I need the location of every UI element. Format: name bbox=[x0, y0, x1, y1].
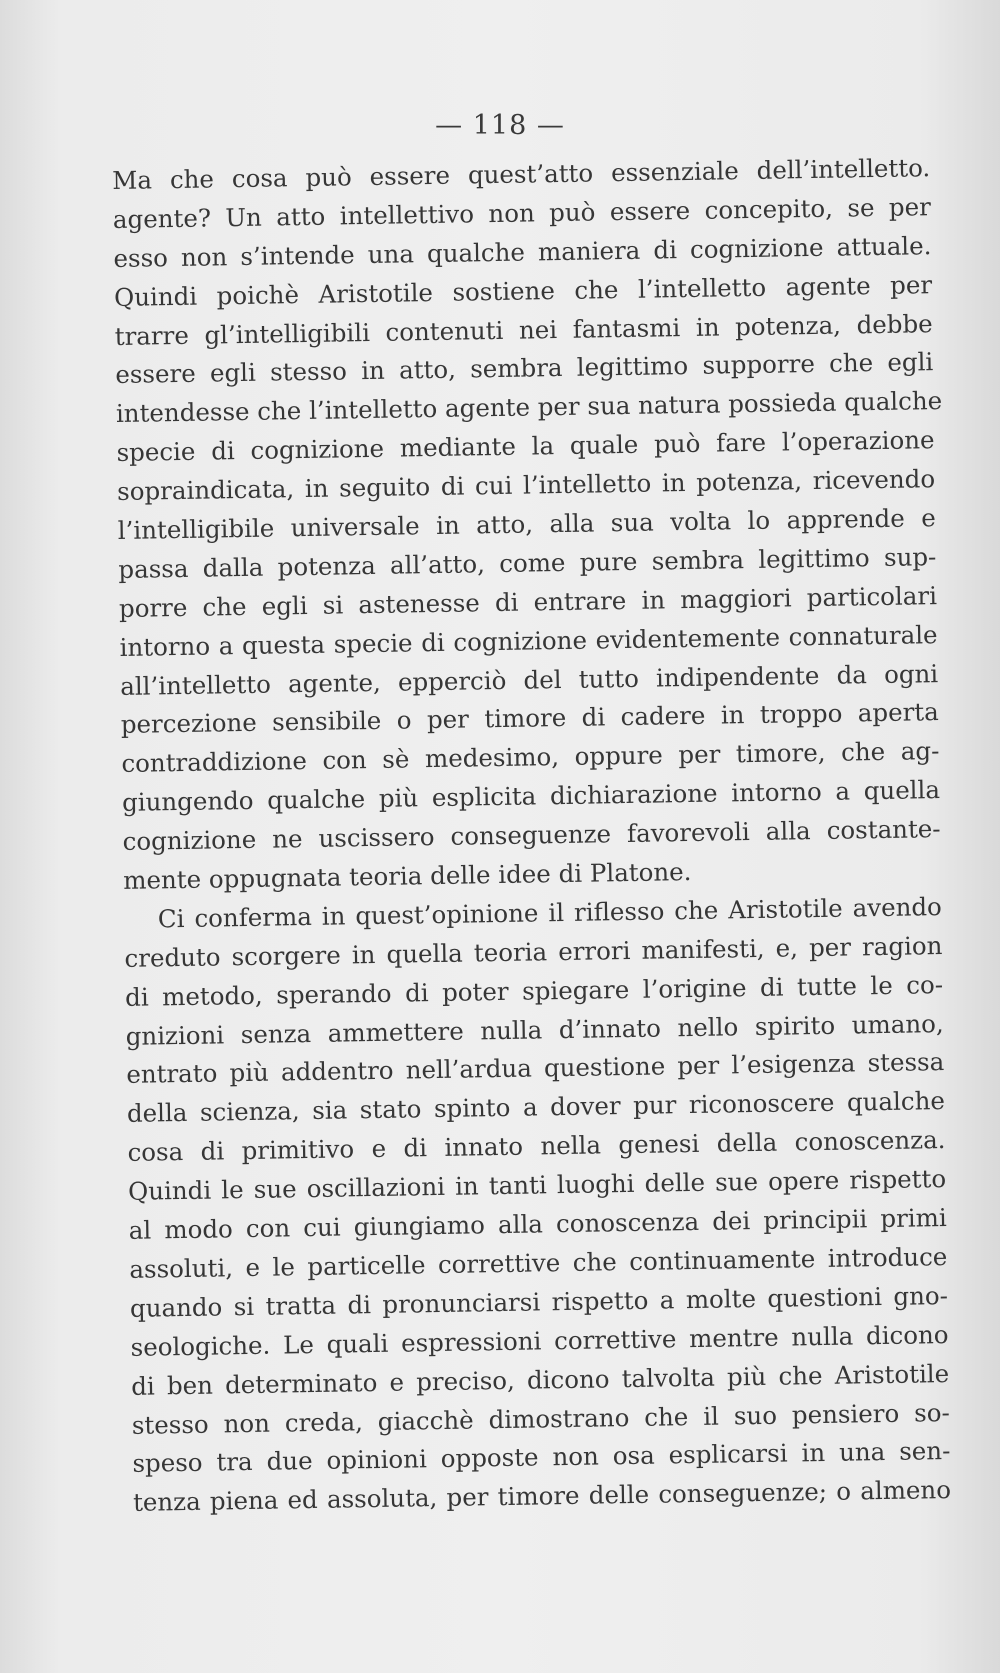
text-line: seologiche. Le quali espressioni correttive mentre nulla dicono bbox=[130, 1319, 949, 1362]
text-line: Ci conferma in quest’opinione il riflesso che Aristotile avendo bbox=[157, 891, 943, 934]
page-number: — 118 — bbox=[435, 110, 565, 141]
text-line: stesso non creda, giacchè dimostrano che il suo pensiero so- bbox=[131, 1397, 950, 1440]
text-line: Quindi le sue oscillazioni in tanti luoghi delle sue opere rispetto bbox=[127, 1164, 947, 1207]
text-line: al modo con cui giungiamo alla conoscenza dei principii primi bbox=[128, 1203, 947, 1245]
text-line: agente? Un atto intellettivo non può essere concepito, se per bbox=[112, 192, 932, 234]
text-line: passa dalla potenza all’atto, come pure sembra legittimo sup- bbox=[118, 542, 937, 584]
text-line: l’intelligibile universale in atto, alla sua volta lo apprende e bbox=[117, 503, 936, 545]
text-line: cognizione ne uscissero conseguenze favorevoli alla costante- bbox=[122, 814, 941, 857]
text-line: intorno a questa specie di cognizione evidentemente connaturale bbox=[119, 619, 938, 662]
text-line: trarre gl’intelligibili contenuti nei fantasmi in potenza, debbe bbox=[114, 308, 933, 351]
text-line: tenza piena ed assoluta, per timore delle conseguenze; o almeno bbox=[132, 1475, 952, 1518]
text-line: specie di cognizione mediante la quale può fare l’operazione bbox=[116, 425, 935, 468]
text-line: sopraindicata, in seguito di cui l’intelletto in potenza, ricevendo bbox=[116, 464, 936, 507]
text-line: contraddizione con sè medesimo, oppure per timore, che ag- bbox=[121, 736, 940, 779]
text-line: quando si tratta di pronunciarsi rispetto a molte questioni gno- bbox=[129, 1280, 949, 1323]
text-line: speso tra due opinioni opposte non osa esplicarsi in una sen- bbox=[132, 1436, 951, 1479]
text-line: creduto scorgere in quella teoria errori manifesti, e, per ragion bbox=[124, 930, 943, 973]
text-line: all’intelletto agente, epperciò del tutto indipendente da ogni bbox=[120, 658, 939, 701]
text-line: assoluti, e le particelle correttive che continuamente introduce bbox=[129, 1241, 948, 1284]
text-line: Ma che cosa può essere quest’atto essenziale dell’intelletto. bbox=[112, 153, 931, 195]
text-line: esso non s’intende una qualche maniera di cognizione attuale. bbox=[113, 230, 932, 273]
text-line: della scienza, sia stato spinto a dover pur riconoscere qualche bbox=[126, 1086, 946, 1129]
text-line: intendesse che l’intelletto agente per sua natura possieda qualche bbox=[115, 386, 943, 429]
text-line: essere egli stesso in atto, sembra legittimo supporre che egli bbox=[115, 347, 934, 390]
text-line: porre che egli si astenesse di entrare in maggiori particolari bbox=[118, 580, 938, 623]
text-line: Quindi poichè Aristotile sostiene che l’intelletto agente per bbox=[113, 269, 933, 312]
text-line: giungendo qualche più esplicita dichiarazione intorno a quella bbox=[121, 775, 941, 818]
text-line: gnizioni senza ammettere nulla d’innato nello spirito umano, bbox=[125, 1008, 944, 1051]
text-line: di ben determinato e preciso, dicono talvolta più che Aristotile bbox=[130, 1358, 950, 1401]
text-line: di metodo, sperando di poter spiegare l’origine di tutte le co- bbox=[124, 969, 944, 1012]
text-line: entrato più addentro nell’ardua questione per l’esigenza stessa bbox=[126, 1047, 945, 1090]
body-text bbox=[112, 149, 951, 1523]
text-line: cosa di primitivo e di innato nella genesi della conoscenza. bbox=[127, 1125, 946, 1168]
text-line: percezione sensibile o per timore di cadere in troppo aperta bbox=[120, 697, 939, 740]
text-line: mente oppugnata teoria delle idee di Platone. bbox=[123, 857, 692, 895]
